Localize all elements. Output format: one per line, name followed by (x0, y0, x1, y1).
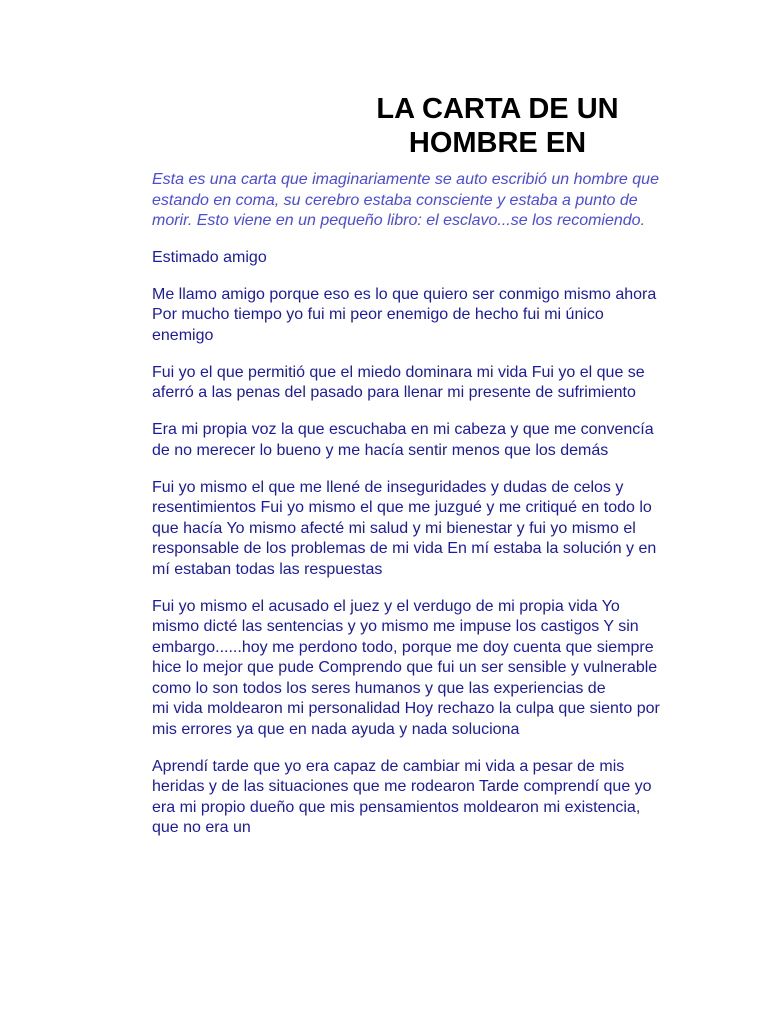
paragraph-3: Era mi propia voz la que escuchaba en mi cabeza y que me convencía de no merecer lo bueno y me hacía sentir menos que los demás (152, 421, 654, 459)
title-line-1: LA CARTA DE UN (376, 93, 619, 125)
intro-paragraph: Esta es una carta que imaginariamente se auto escribió un hombre que estando en coma, su cerebro estaba consciente y estaba a punto de morir. Esto viene en un pequeño libro: el esclavo...se los recomiendo. (152, 171, 659, 229)
title-line-2: HOMBRE EN (408, 127, 587, 159)
greeting: Estimado amigo (152, 248, 267, 266)
paragraph-6: Aprendí tarde que yo era capaz de cambiar mi vida a pesar de mis heridas y de las situaciones que me rodearon Tarde comprendí que yo era mi propio dueño que mis pensamientos moldearon mi existencia, que no era un (152, 757, 652, 836)
document-title (345, 92, 650, 160)
paragraph-1: Me llamo amigo porque eso es lo que quiero ser conmigo mismo ahora Por mucho tiempo yo fui mi peor enemigo de hecho fui mi único enemigo (152, 285, 657, 344)
document-body (152, 170, 664, 855)
paragraph-5-part-1: Fui yo mismo el acusado el juez y el verdugo de mi propia vida Yo mismo dicté las sentencias y yo mismo me impuse los castigos Y sin embargo......hoy me perdono todo, porque me doy cuenta que siempre hice lo mejor que pude Comprendo que fui un ser sensible y vulnerable como lo son todos los seres humanos y que las experiencias de (152, 597, 658, 697)
paragraph-2: Fui yo el que permitió que el miedo dominara mi vida Fui yo el que se aferró a las penas del pasado para llenar mi presente de sufrimiento (152, 363, 645, 401)
paragraph-5 (152, 597, 664, 741)
paragraph-4: Fui yo mismo el que me llené de inseguridades y dudas de celos y resentimientos Fui yo mismo el que me juzgué y me critiqué en todo lo que hacía Yo mismo afecté mi salud y mi bienestar y fui yo mismo el responsable de los problemas de mi vida En mí estaba la solución y en mí estaban todas las respuestas (152, 478, 657, 578)
paragraph-5-part-2: mi vida moldearon mi personalidad Hoy rechazo la culpa que siento por mis errores ya que en nada ayuda y nada soluciona (152, 700, 660, 738)
